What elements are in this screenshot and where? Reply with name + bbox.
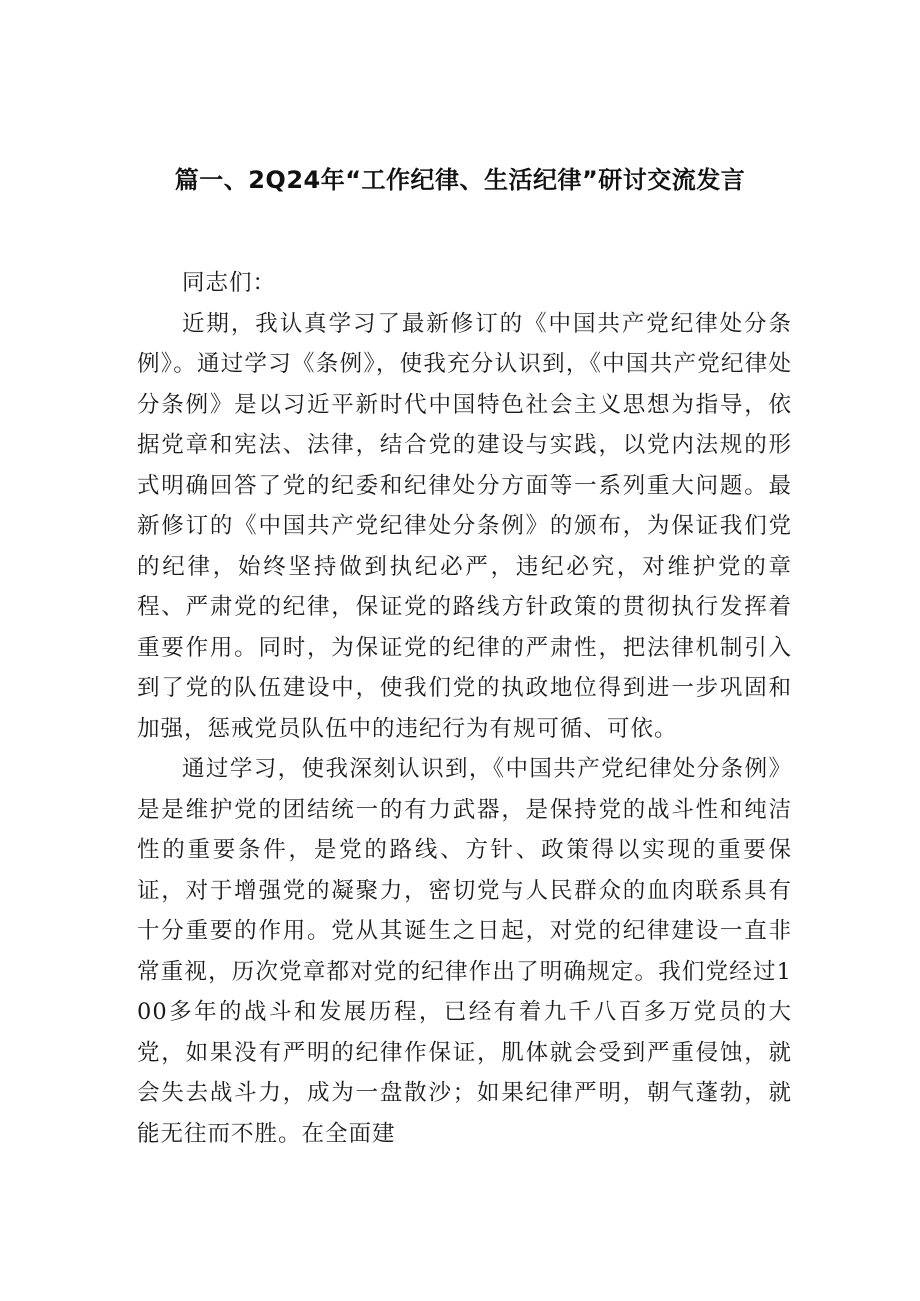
greeting-line: 同志们： bbox=[182, 270, 277, 296]
paragraph-2: 通过学习，使我深刻认识到，《中国共产党纪律处分条例》是是维护党的团结统一的有力武器，是保持党的战斗性和纯洁性的重要条件，是党的路线、方针、政策得以实现的重要保证，对于增强党的凝聚力，密切党与人民群众的血肉联系具有十分重要的作用。党从其诞生之日起，对党的纪律建设一直非常重视，历次党章都对党的纪律作出了明确规定。我们党经过100多年的战斗和发展历程，已经有着九千八百多万党员的大党，如果没有严明的纪律作保证，肌体就会受到严重侵蚀，就会失去战斗力，成为一盘散沙；如果纪律严明，朝气蓬勃，就能无往而不胜。在全面建 bbox=[137, 756, 792, 1147]
document-title: 篇一、2Q24年“工作纪律、生活纪律”研讨交流发言 bbox=[174, 166, 746, 194]
document-body bbox=[137, 263, 792, 1154]
paragraph-1: 近期，我认真学习了最新修订的《中国共产党纪律处分条例》。通过学习《条例》，使我充分认识到，《中国共产党纪律处分条例》是以习近平新时代中国特色社会主义思想为指导，依据党章和宪法、法律，结合党的建设与实践，以党内法规的形式明确回答了党的纪委和纪律处分方面等一系列重大问题。最新修订的《中国共产党纪律处分条例》的颁布，为保证我们党的纪律，始终坚持做到执纪必严，违纪必究，对维护党的章程、严肃党的纪律，保证党的路线方针政策的贯彻执行发挥着重要作用。同时，为保证党的纪律的严肃性，把法律机制引入到了党的队伍建设中，使我们党的执政地位得到进一步巩固和加强，惩戒党员队伍中的违纪行为有规可循、可依。 bbox=[137, 310, 792, 742]
